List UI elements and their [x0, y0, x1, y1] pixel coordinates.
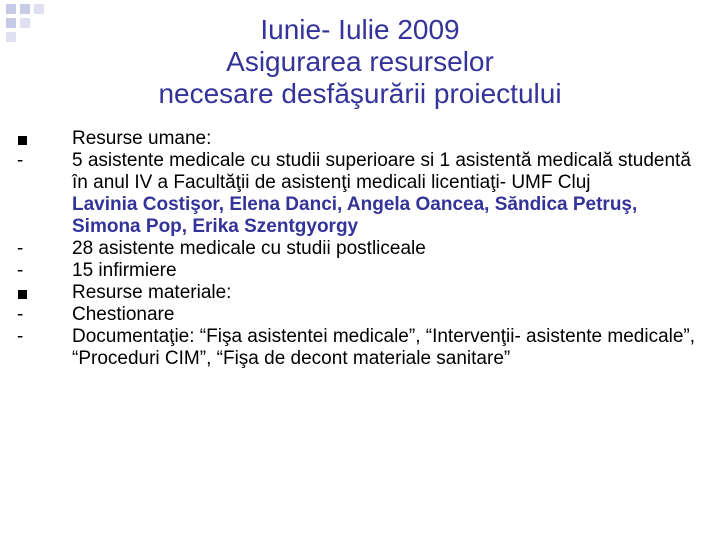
- title-line-3: necesare desfăşurării proiectului: [158, 78, 562, 109]
- list-item-human-resources: [14, 128, 704, 150]
- square-bullet-icon: [18, 290, 27, 299]
- list-item-questionnaires: [14, 304, 704, 326]
- item-text: Chestionare: [72, 304, 175, 325]
- list-item-nurses-superior: [14, 150, 704, 194]
- dash-bullet-icon: -: [17, 238, 24, 259]
- item-text: 5 asistente medicale cu studii superioare si 1 asistentă medicală studentă în anul IV a Facultăţii de asistenţi medicali licentiaţi- UMF Cluj: [72, 150, 691, 193]
- item-text: Resurse umane:: [72, 128, 212, 149]
- slide-title: [0, 14, 720, 110]
- title-line-1: Iunie- Iulie 2009: [260, 14, 460, 45]
- list-item-orderlies: [14, 260, 704, 282]
- list-item-material-resources: [14, 282, 704, 304]
- item-text: 28 asistente medicale cu studii postliceale: [72, 238, 426, 259]
- dash-bullet-icon: -: [17, 260, 24, 281]
- list-item-documentation: [14, 326, 704, 370]
- dash-bullet-icon: -: [17, 326, 24, 347]
- dash-bullet-icon: -: [17, 304, 24, 325]
- square-bullet-icon: [18, 136, 27, 145]
- item-text: Documentaţie: “Fişa asistentei medicale”, “Intervenţii- asistente medicale”, “Proceduri CIM”, “Fişa de decont materiale sanitare”: [72, 326, 696, 369]
- dash-bullet-icon: -: [17, 150, 24, 171]
- team-names: Lavinia Costişor, Elena Danci, Angela Oancea, Săndica Petruş, Simona Pop, Erika Szentgyorgy: [72, 194, 638, 237]
- item-text: 15 infirmiere: [72, 260, 177, 281]
- list-item-nurses-postliceal: [14, 238, 704, 260]
- title-line-2: Asigurarea resurselor: [226, 46, 494, 77]
- slide-body: [14, 128, 704, 370]
- item-text: Resurse materiale:: [72, 282, 232, 303]
- list-item-team-names: [14, 194, 704, 238]
